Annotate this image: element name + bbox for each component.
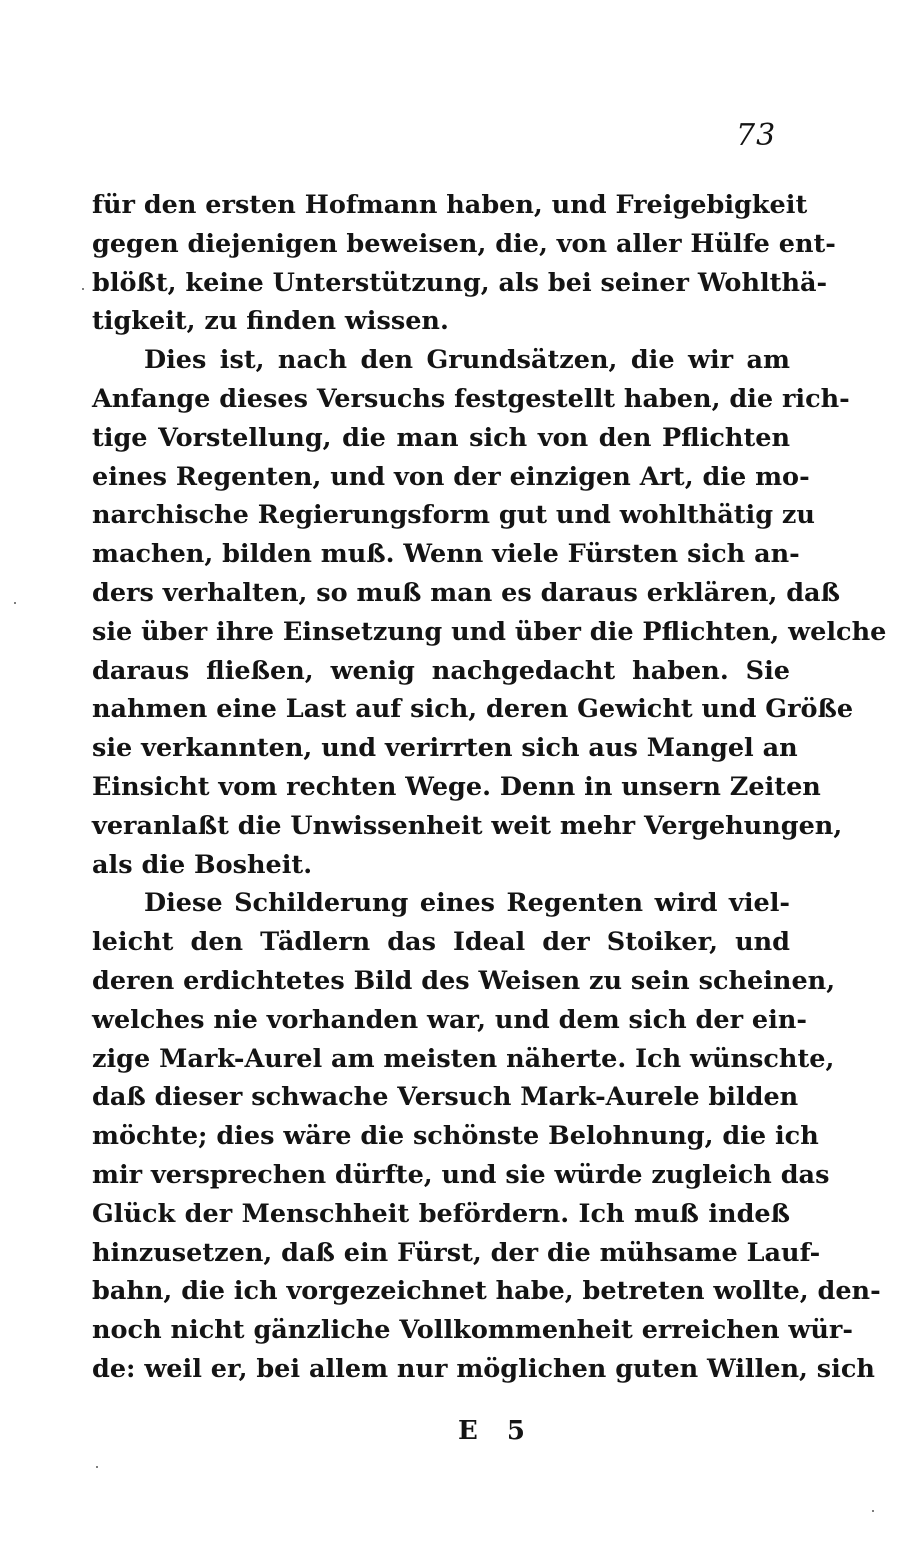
text-line: sie verkannten, und verirrten sich aus Mangel an [92, 733, 798, 764]
text-line: noch nicht gänzliche Vollkommenheit erreichen wür- [92, 1315, 853, 1346]
text-line: zige Mark-Aurel am meisten näherte. Ich wünschte, [92, 1043, 835, 1074]
body-text [92, 186, 887, 1389]
text-line: Einsicht vom rechten Wege. Denn in unsern Zeiten [92, 771, 821, 802]
text-line: narchische Regierungsform gut und wohlthätig zu [92, 500, 815, 531]
text-line: leicht den Tädlern das Ideal der Stoiker, und [92, 927, 790, 958]
text-line: möchte; dies wäre die schönste Belohnung, die ich [92, 1121, 819, 1152]
text-line: Diese Schilderung eines Regenten wird viel- [144, 888, 790, 919]
signature-mark: E 5 [458, 1416, 535, 1446]
paper-speck [96, 1466, 98, 1468]
text-line: deren erdichtetes Bild des Weisen zu sein scheinen, [92, 965, 836, 996]
text-line: machen, bilden muß. Wenn viele Fürsten sich an- [92, 539, 800, 570]
paper-speck [14, 602, 16, 604]
page-number: 73 [736, 118, 777, 153]
text-line: de: weil er, bei allem nur möglichen guten Willen, sich [92, 1353, 875, 1384]
text-line: tige Vorstellung, die man sich von den Pflichten [92, 422, 790, 453]
text-line: hinzusetzen, daß ein Fürst, der die mühsame Lauf- [92, 1237, 821, 1268]
text-line: Glück der Menschheit befördern. Ich muß indeß [92, 1198, 790, 1229]
text-line: sie über ihre Einsetzung und über die Pflichten, welche [92, 616, 887, 647]
text-line: mir versprechen dürfte, und sie würde zugleich das [92, 1159, 830, 1190]
text-line: blößt, keine Unterstützung, als bei seiner Wohlthä- [92, 267, 828, 298]
paper-speck [872, 1510, 874, 1512]
text-line: als die Bosheit. [92, 849, 313, 880]
text-line: tigkeit, zu finden wissen. [92, 306, 449, 337]
text-line: für den ersten Hofmann haben, und Freigebigkeit [92, 190, 808, 220]
text-line: Anfange dieses Versuchs festgestellt haben, die rich- [92, 383, 850, 414]
text-line: eines Regenten, und von der einzigen Art, die mo- [92, 461, 810, 492]
text-line: veranlaßt die Unwissenheit weit mehr Vergehungen, [92, 810, 843, 841]
text-line: daraus fließen, wenig nachgedacht haben. Sie [92, 655, 790, 686]
text-line: Dies ist, nach den Grundsätzen, die wir am [144, 345, 790, 376]
text-line: ders verhalten, so muß man es daraus erklären, daß [92, 577, 840, 608]
text-line: nahmen eine Last auf sich, deren Gewicht und Größe [92, 694, 854, 725]
paper-speck [82, 288, 84, 290]
text-line: gegen diejenigen beweisen, die, von aller Hülfe ent- [92, 228, 836, 259]
text-line: welches nie vorhanden war, und dem sich der ein- [92, 1004, 807, 1035]
text-line: daß dieser schwache Versuch Mark-Aurele bilden [92, 1082, 799, 1113]
text-line: bahn, die ich vorgezeichnet habe, betreten wollte, den- [92, 1276, 881, 1307]
